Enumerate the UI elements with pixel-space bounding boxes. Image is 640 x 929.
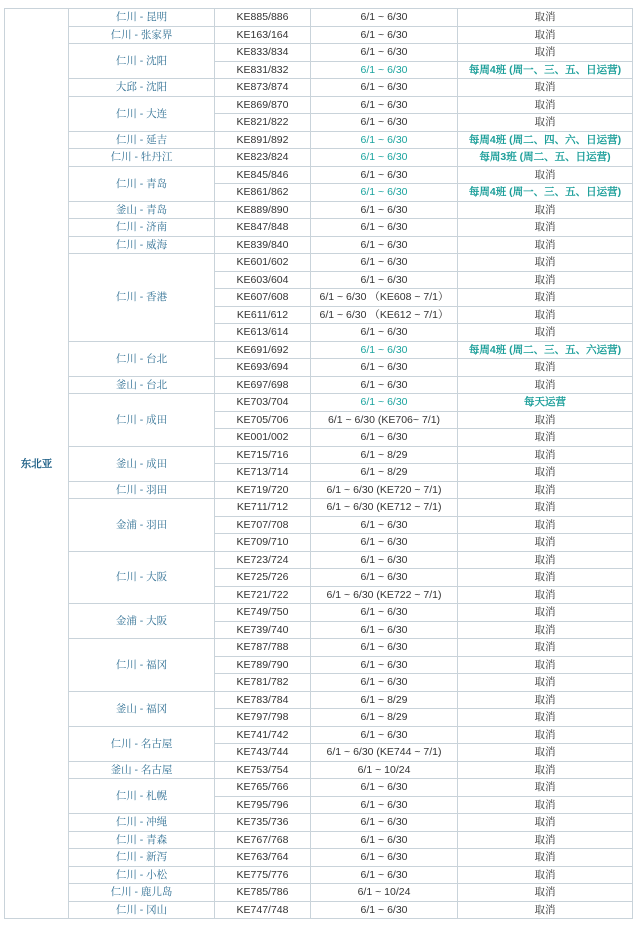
period-cell: 6/1 ~ 6/30 （KE608 ~ 7/1）: [311, 289, 458, 307]
table-row: [5, 96, 633, 114]
route-cell: 仁川 - 延吉: [69, 131, 215, 149]
table-row: [5, 166, 633, 184]
period-cell: 6/1 ~ 8/29: [311, 464, 458, 482]
period-cell: 6/1 ~ 6/30: [311, 79, 458, 97]
flight-number-cell: KE611/612: [215, 306, 311, 324]
flight-number-cell: KE845/846: [215, 166, 311, 184]
status-cancelled-cell: 取消: [458, 516, 633, 534]
status-cancelled-cell: 取消: [458, 481, 633, 499]
flight-number-cell: KE749/750: [215, 604, 311, 622]
status-cancelled-cell: 取消: [458, 569, 633, 587]
period-cell: 6/1 ~ 6/30: [311, 271, 458, 289]
status-operating-cell: 每周4班 (周一、三、五、日运营): [458, 61, 633, 79]
period-cell: 6/1 ~ 6/30: [311, 534, 458, 552]
period-cell: 6/1 ~ 6/30: [311, 779, 458, 797]
period-cell: 6/1 ~ 6/30: [311, 866, 458, 884]
table-row: [5, 376, 633, 394]
table-row: [5, 639, 633, 657]
flight-number-cell: KE697/698: [215, 376, 311, 394]
status-cancelled-cell: 取消: [458, 306, 633, 324]
flight-number-cell: KE713/714: [215, 464, 311, 482]
route-cell: 仁川 - 青森: [69, 831, 215, 849]
flight-number-cell: KE861/862: [215, 184, 311, 202]
status-cancelled-cell: 取消: [458, 831, 633, 849]
table-row: [5, 44, 633, 62]
route-cell: 仁川 - 冲绳: [69, 814, 215, 832]
table-row: [5, 9, 633, 27]
table-row: [5, 499, 633, 517]
flight-number-cell: KE735/736: [215, 814, 311, 832]
flight-number-cell: KE783/784: [215, 691, 311, 709]
period-cell: 6/1 ~ 6/30: [311, 901, 458, 919]
table-row: [5, 551, 633, 569]
flight-number-cell: KE709/710: [215, 534, 311, 552]
flight-number-cell: KE693/694: [215, 359, 311, 377]
flight-number-cell: KE767/768: [215, 831, 311, 849]
table-row: [5, 79, 633, 97]
period-cell: 6/1 ~ 6/30: [311, 44, 458, 62]
status-cancelled-cell: 取消: [458, 201, 633, 219]
flight-number-cell: KE743/744: [215, 744, 311, 762]
status-cancelled-cell: 取消: [458, 814, 633, 832]
status-cancelled-cell: 取消: [458, 901, 633, 919]
table-row: [5, 149, 633, 167]
route-cell: 仁川 - 济南: [69, 219, 215, 237]
period-cell: 6/1 ~ 6/30: [311, 61, 458, 79]
status-cancelled-cell: 取消: [458, 796, 633, 814]
period-cell: 6/1 ~ 6/30 (KE720 ~ 7/1): [311, 481, 458, 499]
flight-number-cell: KE705/706: [215, 411, 311, 429]
period-cell: 6/1 ~ 6/30: [311, 149, 458, 167]
period-cell: 6/1 ~ 6/30: [311, 9, 458, 27]
period-cell: 6/1 ~ 6/30 (KE712 ~ 7/1): [311, 499, 458, 517]
table-row: [5, 219, 633, 237]
route-cell: 仁川 - 威海: [69, 236, 215, 254]
route-cell: 仁川 - 昆明: [69, 9, 215, 27]
period-cell: 6/1 ~ 6/30: [311, 569, 458, 587]
flight-number-cell: KE719/720: [215, 481, 311, 499]
status-cancelled-cell: 取消: [458, 166, 633, 184]
period-cell: 6/1 ~ 6/30: [311, 656, 458, 674]
status-cancelled-cell: 取消: [458, 884, 633, 902]
period-cell: 6/1 ~ 6/30: [311, 184, 458, 202]
period-cell: 6/1 ~ 10/24: [311, 761, 458, 779]
flight-number-cell: KE691/692: [215, 341, 311, 359]
flight-number-cell: KE891/892: [215, 131, 311, 149]
flight-number-cell: KE797/798: [215, 709, 311, 727]
status-cancelled-cell: 取消: [458, 604, 633, 622]
period-cell: 6/1 ~ 6/30: [311, 166, 458, 184]
status-cancelled-cell: 取消: [458, 219, 633, 237]
flight-number-cell: KE765/766: [215, 779, 311, 797]
period-cell: 6/1 ~ 6/30: [311, 376, 458, 394]
route-cell: 釜山 - 名古屋: [69, 761, 215, 779]
period-cell: 6/1 ~ 6/30: [311, 621, 458, 639]
period-cell: 6/1 ~ 6/30: [311, 324, 458, 342]
status-cancelled-cell: 取消: [458, 411, 633, 429]
status-cancelled-cell: 取消: [458, 639, 633, 657]
table-row: [5, 481, 633, 499]
period-cell: 6/1 ~ 6/30: [311, 26, 458, 44]
status-operating-cell: 每周3班 (周二、五、日运营): [458, 149, 633, 167]
flight-number-cell: KE603/604: [215, 271, 311, 289]
status-cancelled-cell: 取消: [458, 586, 633, 604]
flight-number-cell: KE613/614: [215, 324, 311, 342]
status-cancelled-cell: 取消: [458, 761, 633, 779]
status-cancelled-cell: 取消: [458, 656, 633, 674]
flight-number-cell: KE707/708: [215, 516, 311, 534]
flight-number-cell: KE163/164: [215, 26, 311, 44]
flight-number-cell: KE715/716: [215, 446, 311, 464]
route-cell: 仁川 - 大阪: [69, 551, 215, 604]
flight-number-cell: KE723/724: [215, 551, 311, 569]
status-operating-cell: 每周4班 (周二、三、五、六运营): [458, 341, 633, 359]
period-cell: 6/1 ~ 6/30: [311, 516, 458, 534]
route-cell: 釜山 - 福冈: [69, 691, 215, 726]
period-cell: 6/1 ~ 6/30: [311, 726, 458, 744]
flight-number-cell: KE839/840: [215, 236, 311, 254]
period-cell: 6/1 ~ 6/30: [311, 604, 458, 622]
period-cell: 6/1 ~ 10/24: [311, 884, 458, 902]
route-cell: 釜山 - 青岛: [69, 201, 215, 219]
route-cell: 金浦 - 大阪: [69, 604, 215, 639]
table-row: [5, 604, 633, 622]
route-cell: 仁川 - 福冈: [69, 639, 215, 692]
route-cell: 仁川 - 鹿儿岛: [69, 884, 215, 902]
route-cell: 仁川 - 大连: [69, 96, 215, 131]
flight-number-cell: KE795/796: [215, 796, 311, 814]
status-cancelled-cell: 取消: [458, 271, 633, 289]
flight-number-cell: KE775/776: [215, 866, 311, 884]
period-cell: 6/1 ~ 6/30: [311, 551, 458, 569]
status-cancelled-cell: 取消: [458, 744, 633, 762]
status-cancelled-cell: 取消: [458, 464, 633, 482]
route-cell: 仁川 - 张家界: [69, 26, 215, 44]
flight-number-cell: KE747/748: [215, 901, 311, 919]
table-row: [5, 884, 633, 902]
flight-number-cell: KE607/608: [215, 289, 311, 307]
table-row: [5, 901, 633, 919]
table-row: [5, 236, 633, 254]
period-cell: 6/1 ~ 8/29: [311, 709, 458, 727]
flight-number-cell: KE721/722: [215, 586, 311, 604]
status-cancelled-cell: 取消: [458, 114, 633, 132]
route-cell: 仁川 - 名古屋: [69, 726, 215, 761]
route-cell: 仁川 - 小松: [69, 866, 215, 884]
route-cell: 仁川 - 香港: [69, 254, 215, 342]
period-cell: 6/1 ~ 6/30: [311, 219, 458, 237]
flight-number-cell: KE885/886: [215, 9, 311, 27]
period-cell: 6/1 ~ 6/30: [311, 814, 458, 832]
table-row: [5, 26, 633, 44]
table-row: [5, 849, 633, 867]
period-cell: 6/1 ~ 6/30 (KE722 ~ 7/1): [311, 586, 458, 604]
table-row: [5, 131, 633, 149]
route-cell: 金浦 - 羽田: [69, 499, 215, 552]
flight-number-cell: KE739/740: [215, 621, 311, 639]
flight-number-cell: KE763/764: [215, 849, 311, 867]
table-row: [5, 341, 633, 359]
period-cell: 6/1 ~ 6/30: [311, 394, 458, 412]
period-cell: 6/1 ~ 6/30: [311, 341, 458, 359]
route-cell: 仁川 - 札幌: [69, 779, 215, 814]
route-cell: 仁川 - 沈阳: [69, 44, 215, 79]
table-row: [5, 814, 633, 832]
period-cell: 6/1 ~ 6/30: [311, 131, 458, 149]
flight-number-cell: KE741/742: [215, 726, 311, 744]
flight-number-cell: KE703/704: [215, 394, 311, 412]
status-cancelled-cell: 取消: [458, 446, 633, 464]
period-cell: 6/1 ~ 6/30: [311, 96, 458, 114]
flight-number-cell: KE833/834: [215, 44, 311, 62]
flight-number-cell: KE753/754: [215, 761, 311, 779]
flight-number-cell: KE869/870: [215, 96, 311, 114]
status-cancelled-cell: 取消: [458, 849, 633, 867]
status-operating-cell: 每天运营: [458, 394, 633, 412]
status-cancelled-cell: 取消: [458, 254, 633, 272]
status-cancelled-cell: 取消: [458, 429, 633, 447]
route-cell: 大邱 - 沈阳: [69, 79, 215, 97]
flight-number-cell: KE831/832: [215, 61, 311, 79]
status-cancelled-cell: 取消: [458, 779, 633, 797]
status-cancelled-cell: 取消: [458, 376, 633, 394]
route-cell: 仁川 - 牡丹江: [69, 149, 215, 167]
flight-number-cell: KE889/890: [215, 201, 311, 219]
flight-number-cell: KE821/822: [215, 114, 311, 132]
route-cell: 仁川 - 台北: [69, 341, 215, 376]
route-cell: 釜山 - 成田: [69, 446, 215, 481]
route-cell: 仁川 - 新泻: [69, 849, 215, 867]
period-cell: 6/1 ~ 6/30 (KE706~ 7/1): [311, 411, 458, 429]
status-cancelled-cell: 取消: [458, 691, 633, 709]
period-cell: 6/1 ~ 6/30: [311, 254, 458, 272]
flight-number-cell: KE725/726: [215, 569, 311, 587]
status-cancelled-cell: 取消: [458, 534, 633, 552]
period-cell: 6/1 ~ 6/30: [311, 236, 458, 254]
route-cell: 釜山 - 台北: [69, 376, 215, 394]
period-cell: 6/1 ~ 6/30: [311, 114, 458, 132]
status-cancelled-cell: 取消: [458, 26, 633, 44]
period-cell: 6/1 ~ 6/30: [311, 831, 458, 849]
period-cell: 6/1 ~ 6/30: [311, 201, 458, 219]
schedule-table-body: [5, 9, 633, 919]
period-cell: 6/1 ~ 6/30: [311, 359, 458, 377]
flight-number-cell: KE787/788: [215, 639, 311, 657]
period-cell: 6/1 ~ 6/30: [311, 639, 458, 657]
period-cell: 6/1 ~ 6/30: [311, 849, 458, 867]
status-operating-cell: 每周4班 (周二、四、六、日运营): [458, 131, 633, 149]
flight-number-cell: KE847/848: [215, 219, 311, 237]
status-cancelled-cell: 取消: [458, 621, 633, 639]
table-row: [5, 726, 633, 744]
flight-number-cell: KE823/824: [215, 149, 311, 167]
region-label: 东北亚: [5, 9, 69, 919]
status-cancelled-cell: 取消: [458, 866, 633, 884]
route-cell: 仁川 - 羽田: [69, 481, 215, 499]
status-cancelled-cell: 取消: [458, 726, 633, 744]
status-cancelled-cell: 取消: [458, 236, 633, 254]
table-row: [5, 201, 633, 219]
flight-number-cell: KE601/602: [215, 254, 311, 272]
table-row: [5, 866, 633, 884]
route-cell: 仁川 - 青岛: [69, 166, 215, 201]
status-operating-cell: 每周4班 (周一、三、五、日运营): [458, 184, 633, 202]
status-cancelled-cell: 取消: [458, 709, 633, 727]
status-cancelled-cell: 取消: [458, 79, 633, 97]
table-row: [5, 831, 633, 849]
table-row: [5, 394, 633, 412]
flight-number-cell: KE789/790: [215, 656, 311, 674]
period-cell: 6/1 ~ 6/30 (KE744 ~ 7/1): [311, 744, 458, 762]
table-row: [5, 761, 633, 779]
table-row: [5, 779, 633, 797]
status-cancelled-cell: 取消: [458, 289, 633, 307]
status-cancelled-cell: 取消: [458, 9, 633, 27]
period-cell: 6/1 ~ 6/30: [311, 796, 458, 814]
table-row: [5, 691, 633, 709]
period-cell: 6/1 ~ 8/29: [311, 691, 458, 709]
period-cell: 6/1 ~ 6/30 （KE612 ~ 7/1）: [311, 306, 458, 324]
route-cell: 仁川 - 成田: [69, 394, 215, 447]
flight-number-cell: KE711/712: [215, 499, 311, 517]
table-row: [5, 254, 633, 272]
status-cancelled-cell: 取消: [458, 44, 633, 62]
status-cancelled-cell: 取消: [458, 96, 633, 114]
route-cell: 仁川 - 冈山: [69, 901, 215, 919]
flight-number-cell: KE785/786: [215, 884, 311, 902]
period-cell: 6/1 ~ 6/30: [311, 429, 458, 447]
status-cancelled-cell: 取消: [458, 499, 633, 517]
status-cancelled-cell: 取消: [458, 359, 633, 377]
flight-number-cell: KE873/874: [215, 79, 311, 97]
flight-number-cell: KE781/782: [215, 674, 311, 692]
status-cancelled-cell: 取消: [458, 324, 633, 342]
period-cell: 6/1 ~ 8/29: [311, 446, 458, 464]
period-cell: 6/1 ~ 6/30: [311, 674, 458, 692]
status-cancelled-cell: 取消: [458, 551, 633, 569]
flight-schedule-table: [4, 8, 633, 919]
table-row: [5, 446, 633, 464]
flight-number-cell: KE001/002: [215, 429, 311, 447]
status-cancelled-cell: 取消: [458, 674, 633, 692]
